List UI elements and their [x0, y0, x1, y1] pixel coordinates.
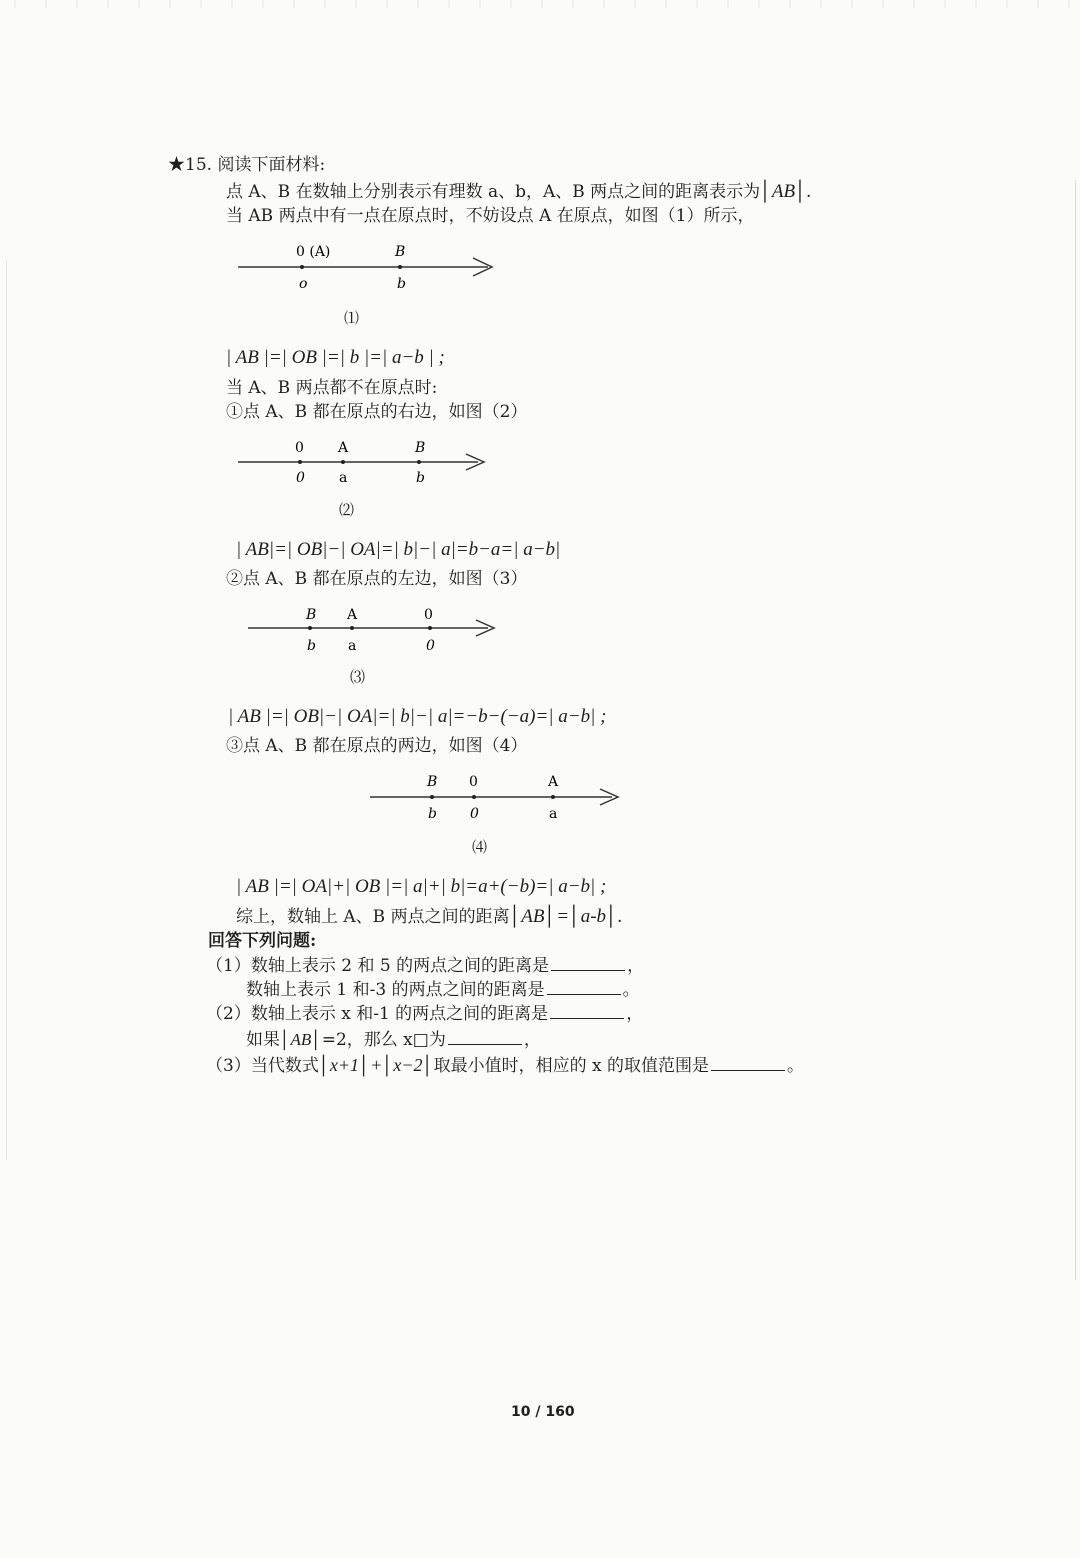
formula-3: [228, 705, 606, 729]
label-a-upper: A: [347, 607, 358, 623]
questions-heading: 回答下列问题:: [208, 931, 317, 951]
label-b-upper: B: [306, 607, 317, 623]
label-o-upper: 0: [295, 440, 304, 456]
point-b: [430, 795, 434, 799]
number-line-figure-1: [230, 238, 510, 298]
scan-artifact-left-edge: [6, 260, 7, 1160]
answer-blank-2b[interactable]: [448, 1030, 522, 1045]
intro-line-2: 当 AB 两点中有一点在原点时，不妨设点 A 在原点，如图（1）所示，: [226, 206, 755, 226]
question-3-post: 取最小值时，相应的 x 的取值范围是: [433, 1056, 709, 1076]
label-b-upper: B: [427, 774, 438, 790]
label-o-lower: 0: [296, 470, 305, 486]
figure-4-caption: ⑷: [472, 838, 488, 856]
label-o-lower: 0: [470, 806, 479, 822]
answer-blank-2a[interactable]: [550, 1004, 624, 1019]
label-a-lower: a: [348, 638, 357, 654]
star-icon: ★: [168, 155, 185, 175]
problem-title: 阅读下面材料:: [217, 155, 326, 175]
problem-number: 15.: [185, 155, 213, 175]
number-line-figure-3: [240, 600, 510, 658]
number-line-figure-4: [362, 767, 632, 825]
formula-2-text: | AB|=| OB|−| OA|=| b|−| a|=b−a=| a−b|: [236, 539, 561, 560]
problem-header: [168, 154, 325, 176]
formula-1: [226, 346, 445, 370]
formula-1-text: | AB |=| OB |=| b |=| a−b | ;: [226, 347, 445, 368]
label-b-lower: b: [307, 638, 316, 654]
question-2b-end: ，: [523, 1030, 541, 1050]
question-3-end: 。: [786, 1056, 804, 1076]
question-2a-text: （2）数轴上表示 x 和-1 的两点之间的距离是: [206, 1004, 549, 1024]
formula-4-text: | AB |=| OA|+| OB |=| a|+| b|=a+(−b)=| a−b| ;: [236, 876, 607, 897]
case-2-text: ②点 A、B 都在原点的左边，如图（3）: [226, 569, 528, 589]
figure-2-caption: ⑵: [339, 501, 355, 519]
question-2b: [246, 1028, 541, 1052]
question-2b-pre: 如果: [246, 1030, 280, 1050]
summary-text: 综上，数轴上 A、B 两点之间的距离: [236, 907, 510, 927]
intro-line-1: [226, 180, 812, 204]
case-3-text: ③点 A、B 都在原点的两边，如图（4）: [226, 736, 528, 756]
question-1b: [246, 979, 640, 1001]
point-o: [428, 626, 432, 630]
label-b-lower: b: [397, 276, 406, 292]
question-1b-text: 数轴上表示 1 和-3 的两点之间的距离是: [246, 980, 545, 1000]
question-1a: [206, 955, 644, 977]
label-b-upper: B: [415, 440, 426, 456]
answer-blank-3[interactable]: [711, 1056, 785, 1071]
case-neither-text: 当 A、B 两点都不在原点时:: [226, 378, 438, 398]
question-1a-text: （1）数轴上表示 2 和 5 的两点之间的距离是: [206, 956, 550, 976]
point-o: [300, 265, 304, 269]
question-3-pre: （3）当代数式: [206, 1056, 319, 1076]
summary-line: [236, 905, 622, 929]
label-a-lower: a: [549, 806, 558, 822]
point-b: [398, 265, 402, 269]
label-a-upper: A: [338, 440, 349, 456]
label-b-upper: B: [395, 244, 406, 260]
question-2a-end: ，: [626, 1004, 644, 1024]
intro-abs-ab: │AB│.: [760, 181, 812, 202]
answer-blank-1b[interactable]: [547, 980, 621, 995]
point-o: [472, 795, 476, 799]
label-a-upper: A: [548, 774, 559, 790]
summary-formula: │AB│=│a-b│.: [509, 906, 623, 927]
label-o-upper: 0: [469, 774, 478, 790]
label-a-lower: a: [339, 470, 348, 486]
page-number: 10 / 160: [511, 1404, 575, 1420]
point-a: [350, 626, 354, 630]
formula-3-text: | AB |=| OB|−| OA|=| b|−| a|=−b−(−a)=| a−b| ;: [228, 706, 607, 727]
figure-3-caption: ⑶: [350, 668, 366, 686]
question-2b-mid: =2，那么 x□为: [321, 1030, 446, 1050]
point-a: [341, 460, 345, 464]
point-b: [308, 626, 312, 630]
formula-2: [236, 538, 560, 562]
question-3-expr: │x+1│+│x−2│: [318, 1055, 434, 1075]
label-b-lower: b: [416, 470, 425, 486]
question-3: [206, 1053, 804, 1077]
point-o: [298, 460, 302, 464]
case-1-text: ①点 A、B 都在原点的右边，如图（2）: [226, 402, 528, 422]
label-o-lower: o: [299, 276, 308, 292]
intro-line-1-text: 点 A、B 在数轴上分别表示有理数 a、b，A、B 两点之间的距离表示为: [226, 182, 761, 202]
question-1a-end: ，: [627, 956, 645, 976]
question-2a: [206, 1003, 643, 1025]
scan-artifact-right-edge: [1075, 180, 1076, 1280]
point-b: [417, 460, 421, 464]
label-o-a: 0 (A): [296, 244, 331, 260]
figure-1-caption: ⑴: [344, 309, 360, 327]
question-1b-end: 。: [622, 980, 640, 1000]
number-line-figure-2: [230, 432, 500, 490]
point-a: [551, 795, 555, 799]
label-o-lower: 0: [426, 638, 435, 654]
label-b-lower: b: [428, 806, 437, 822]
label-o-upper: 0: [424, 607, 433, 623]
formula-4: [236, 875, 606, 899]
answer-blank-1a[interactable]: [551, 956, 625, 971]
question-2b-abs: │AB│: [280, 1030, 322, 1049]
scan-artifact-top: [0, 0, 1080, 8]
